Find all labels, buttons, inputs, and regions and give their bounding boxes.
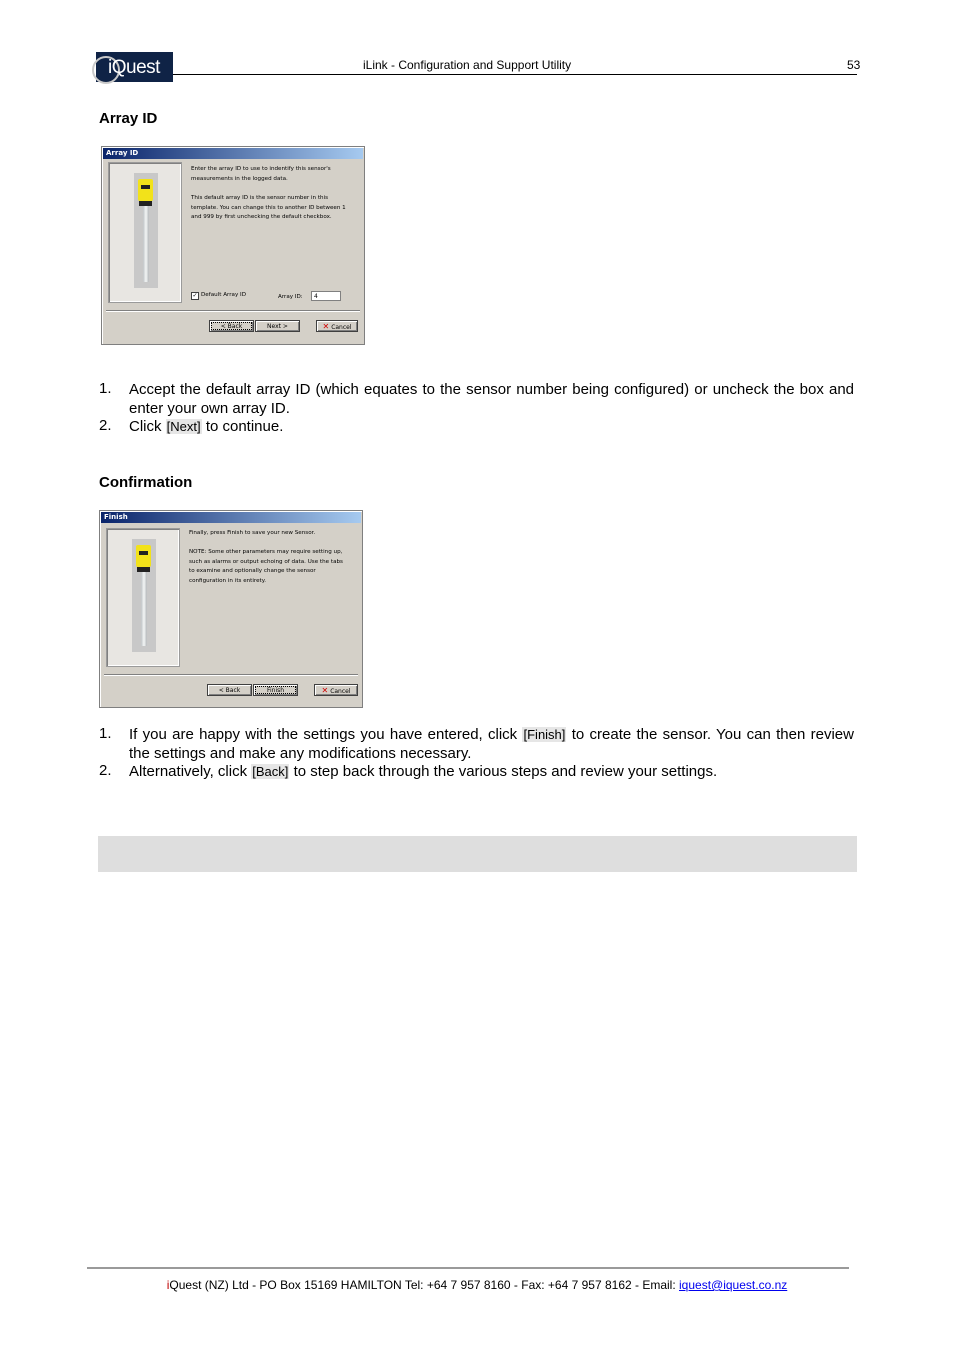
cancel-label: Cancel (331, 324, 352, 331)
dialog-separator (104, 674, 358, 676)
sensor-rod (141, 572, 147, 646)
dialog-instruction-text: Finally, press Finish to save your new Sensor. (189, 530, 316, 536)
step-number: 2. (99, 417, 112, 434)
cancel-x-icon: ✕ (321, 686, 329, 695)
next-button-reference: [Next] (166, 419, 201, 434)
step-text-post: to continue. (201, 418, 284, 435)
page-number: 53 (847, 58, 861, 72)
step-text: Alternatively, click [Back] to step back through the various steps and review your settings. (129, 763, 718, 780)
array-id-label: Array ID: (278, 294, 303, 300)
step-text: If you are happy with the settings you have entered, click [Finish] to create the sensor. You can then review the settings and make any modifications necessary. (129, 726, 854, 762)
sensor-image-panel (108, 162, 182, 303)
header-rule (173, 74, 857, 75)
step-number: 1. (99, 725, 112, 742)
cancel-x-icon: ✕ (322, 322, 330, 331)
dialog-instruction-text: Enter the array ID to use to indentify this sensor's measurements in the logged data. (191, 166, 331, 182)
cancel-button[interactable] (314, 684, 358, 696)
dialog-separator (106, 310, 360, 312)
sensor-head (136, 545, 151, 567)
sensor-photo (134, 173, 158, 288)
step-number: 1. (99, 380, 112, 397)
cancel-label: Cancel (330, 688, 351, 695)
step-text (129, 417, 854, 436)
step-text-pre: Click (129, 418, 166, 435)
array-id-dialog (101, 146, 365, 345)
step-text: Accept the default array ID (which equates to the sensor number being configured) or uncheck the box and enter your own array ID. (129, 381, 854, 417)
default-array-id-label: Default Array ID (201, 292, 247, 298)
dialog-note-text: NOTE: Some other parameters may require setting up, such as alarms or output echoing of data. Use the tabs to examine and optionally change the sensor configuration in its entirety. (189, 549, 343, 584)
step-number: 2. (99, 762, 112, 779)
dialog-info-text: This default array ID is the sensor number in this template. You can change this to another ID between 1 and 999 by first unchecking the default checkbox. (191, 195, 346, 220)
sensor-photo (132, 539, 156, 652)
sensor-label (141, 185, 150, 189)
footer-email-link[interactable]: iquest@iquest.co.nz (679, 1278, 788, 1292)
sensor-label (139, 551, 148, 555)
logo-text: iQuest (108, 57, 160, 78)
back-button-reference: [Back] (252, 764, 289, 779)
sensor-rod (143, 206, 149, 282)
finish-button-reference: [Finish] (523, 727, 566, 742)
finish-dialog (99, 510, 363, 708)
footer-text (0, 1278, 954, 1292)
finish-button[interactable]: Finish (253, 684, 298, 696)
dialog-title-bar: Array ID (103, 148, 363, 159)
footer-contact: Quest (NZ) Ltd - PO Box 15169 HAMILTON Tel: +64 7 957 8160 - Fax: +64 7 957 8162 - Email: (169, 1278, 680, 1292)
default-array-id-checkbox[interactable]: ✓ (192, 292, 198, 299)
array-id-input[interactable]: 4 (311, 291, 341, 301)
header-title: iLink - Configuration and Support Utility (363, 58, 572, 72)
footer-rule (87, 1267, 849, 1269)
company-logo (96, 52, 173, 82)
cancel-button[interactable] (316, 320, 358, 332)
sensor-head (138, 179, 153, 201)
shaded-bar (98, 836, 857, 872)
section-heading-confirmation: Confirmation (99, 474, 193, 491)
section-heading-array-id: Array ID (99, 110, 158, 127)
sensor-image-panel (106, 528, 180, 667)
back-button[interactable]: < Back (209, 320, 254, 332)
footer-brand-i: i (166, 1278, 170, 1292)
back-button[interactable]: < Back (207, 684, 252, 696)
next-button[interactable]: Next > (255, 320, 300, 332)
dialog-title-bar: Finish (101, 512, 361, 523)
